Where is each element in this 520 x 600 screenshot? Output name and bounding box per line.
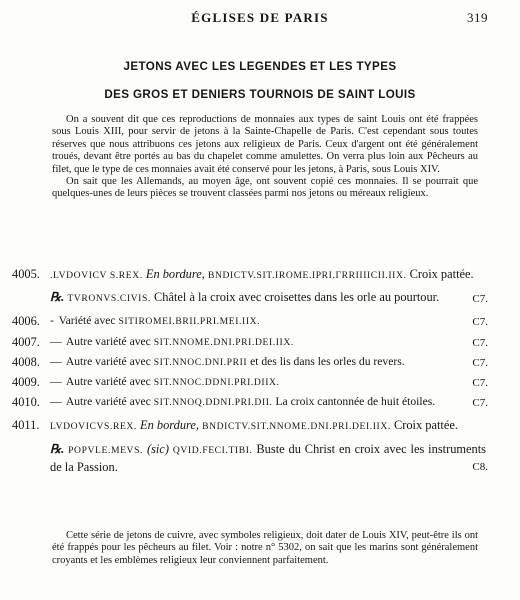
reverse-mark: ℞. — [50, 290, 65, 305]
variety-text-2: et des lis dans les orles du revers. — [250, 354, 405, 368]
variety-legend: SIT.NNOQ.DDNI.PRI.DII. — [153, 397, 273, 409]
reference-code: C7. — [472, 377, 488, 390]
reverse-legend-2: QVID.FECI.TIBI. — [172, 444, 253, 456]
entry-number: 4009. — [12, 375, 40, 390]
variety-text: Autre variété avec — [65, 395, 151, 409]
intro-paragraph-2: On sait que les Allemands, au moyen âge, ont souvent copié ces monnaies. Il se pourrait que quelques-unes de leurs pièces se trouvent classées parmi nos jetons ou méreaux religieux. — [52, 176, 478, 200]
closing-note-paragraph: Cette série de jetons de cuivre, avec symboles religieux, doit dater de Louis XIV, peut-être ils ont été frappés pour les pêcheurs au filet. Voir : notre n° 5302, on sait que les marins sont généralement croyants et les emblèmes religieux leur conviennent parfaitement. — [52, 530, 478, 566]
page-number: 319 — [467, 10, 488, 25]
entry-number: 4005. — [12, 267, 40, 281]
entry-dash: — — [50, 334, 62, 348]
entry-text — [50, 313, 500, 330]
entry-number: 4008. — [12, 354, 40, 369]
entry-number: 4007. — [12, 334, 40, 349]
intro-text — [52, 114, 478, 201]
entry-4009 — [12, 374, 500, 391]
entry-4008 — [12, 354, 500, 371]
entry-4007 — [12, 334, 500, 351]
variety-legend: SIT.NNOC.DNI.PRII — [153, 356, 248, 368]
entry-text — [50, 354, 500, 371]
obverse-legend: .LVDOVICV S.REX. — [50, 270, 143, 281]
entry-text — [50, 394, 500, 411]
entry-text — [50, 374, 500, 391]
obverse-legend: LVDOVICVS.REX. — [50, 421, 137, 433]
variety-legend: SITIROMEI.BRII.PRI.MEI.IIX. — [118, 316, 261, 328]
obverse-type: Croix pattée. — [409, 267, 474, 281]
closing-note — [52, 530, 478, 567]
entry-4006 — [12, 313, 500, 330]
entry-obverse — [50, 266, 500, 284]
variety-legend: SIT.NNOME.DNI.PRI.DEI.IIX. — [153, 336, 294, 348]
entry-number: 4010. — [12, 395, 40, 410]
reverse-legend: POPVLE.MEVS. — [68, 444, 144, 456]
section-heading-line-1: JETONS AVEC LES LEGENDES ET LES TYPES — [123, 60, 397, 73]
entry-dash: — — [50, 354, 62, 368]
reference-code: C7. — [472, 293, 488, 306]
entry-dash: - — [50, 314, 54, 328]
sic-mark: (sic) — [146, 441, 169, 456]
section-heading-line-2: DES GROS ET DENIERS TOURNOIS DE SAINT LOUIS — [104, 88, 416, 101]
reverse-type: Châtel à la croix avec croisettes dans les orle au pourtour. — [154, 290, 440, 305]
variety-text-2: La croix cantonnée de huit étoiles. — [275, 395, 436, 409]
entry-4010 — [12, 394, 500, 411]
entry-4005 — [12, 266, 500, 307]
border-label: En bordure, — [140, 418, 200, 433]
entry-dash: — — [50, 375, 62, 389]
reference-code: C7. — [472, 316, 488, 329]
entry-4011 — [12, 417, 500, 475]
entry-text — [50, 334, 500, 351]
entry-dash: — — [50, 395, 62, 409]
entry-obverse — [50, 417, 500, 435]
reverse-mark: ℞. — [50, 441, 65, 456]
reverse-type: Buste du Christ en croix avec les instruments de la Passion. — [50, 441, 486, 474]
reverse-legend: TVRONVS.CIVIS. — [67, 293, 151, 305]
reference-code: C8. — [472, 460, 488, 473]
border-label: En bordure, — [145, 267, 205, 281]
reference-code: C7. — [472, 336, 488, 349]
reference-code: C7. — [472, 356, 488, 369]
border-legend: BNDICTV.SIT.NNOME.DNI.PRI.DEI.IIX. — [202, 421, 391, 433]
border-legend: BNDICTV.SIT.IROME.IPRI.ГRRIIIICII.IIX. — [207, 270, 407, 281]
catalogue-entries — [12, 266, 500, 478]
variety-text: Autre variété avec — [65, 375, 151, 389]
running-head — [0, 10, 520, 30]
entry-reverse — [50, 289, 500, 307]
variety-text: Autre variété avec — [65, 354, 151, 368]
intro-paragraph-1: On a souvent dit que ces reproductions de monnaies aux types de saint Louis ont été frappées sous Louis XIII, pour servir de jetons à la Sainte-Chapelle de Paris. C'est cependant sous toutes réserves que nous attribuons ces jetons aux religieux de Paris. Ceux d'argent ont été généralement troués, devant être portés au bas du chapelet comme amulettes. On verra plus loin aux Pêcheurs au filet, que le type de ces monnaies avait été conservé pour les jetons, à Paris, sous Louis XIV. — [52, 114, 478, 175]
variety-legend: SIT.NNOC.DDNI.PRI.DIIX. — [153, 377, 280, 389]
entry-number: 4006. — [12, 314, 40, 329]
variety-text: Autre variété avec — [65, 334, 151, 348]
entry-number: 4011. — [12, 418, 40, 433]
running-title: ÉGLISES DE PARIS — [191, 10, 329, 25]
reference-code: C7. — [472, 397, 488, 410]
entry-reverse — [50, 441, 500, 475]
variety-text: Variété avec — [58, 314, 116, 328]
obverse-type: Croix pattée. — [393, 418, 458, 433]
